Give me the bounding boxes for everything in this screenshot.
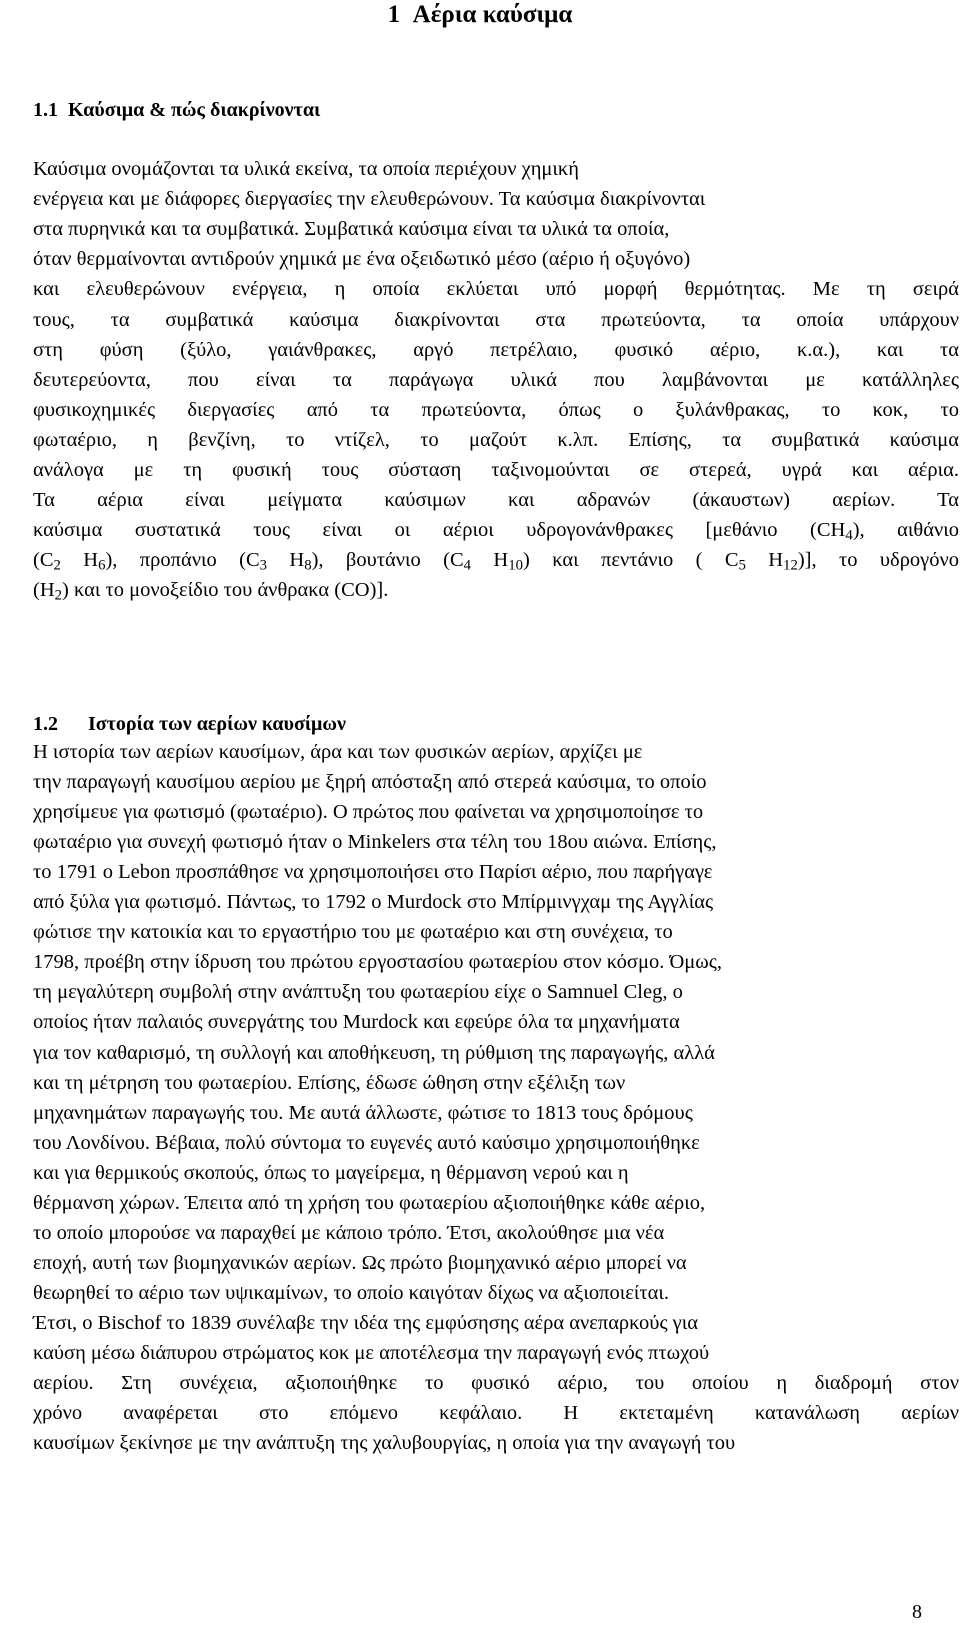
text-run: φωταέριο για συνεχή φωτισμό ήταν ο Minkelers στα τέλη του 18ου αιώνα. Επίσης, [33, 831, 717, 854]
text-line [33, 1429, 960, 1457]
text-line [33, 546, 959, 574]
text-line [33, 1399, 959, 1427]
text-line [33, 215, 960, 243]
text-run: καύση μέσω διάπυρου στρώματος κοκ με αποτέλεσμα την παραγωγή ενός πτωχού [33, 1342, 710, 1364]
page-number: 8 [912, 1601, 922, 1623]
subscript: 8 [304, 557, 312, 574]
text-line [33, 798, 960, 826]
text-run: )], το υδρογόνο [797, 549, 960, 572]
text-line [33, 516, 959, 544]
text-run: εποχή, αυτή των βιομηχανικών αερίων. Ως πρώτο βιομηχανικό αέριο μπορεί να [33, 1251, 687, 1274]
text-line [33, 1249, 960, 1277]
chapter-title [0, 0, 960, 30]
text-run: ανάλογα με τη φυσική τους σύσταση ταξινομούνται σε στερεά, υγρά και αέρια. [33, 459, 959, 481]
text-run: 1798, προέβη στην ίδρυση του πρώτου εργοστασίου φωταερίου στον κόσμο. Όμως, [33, 951, 723, 974]
text-run: Τα αέρια είναι μείγματα καύσιμων και αδρανών (άκαυστων) αερίων. Τα [33, 489, 959, 512]
subscript: 10 [508, 557, 523, 574]
text-run: την παραγωγή καυσίμου αερίου με ξηρή απόσταξη από στερεά καύσιμα, το οποίο [33, 771, 707, 794]
text-run: στα πυρηνικά και τα συμβατικά. Συμβατικά καύσιμα είναι τα υλικά τα οποία, [33, 218, 670, 241]
subscript: 4 [463, 557, 472, 574]
text-run: οποίος ήταν παλαιός συνεργάτης του Murdock και εφεύρε όλα τα μηχανήματα [33, 1011, 680, 1034]
text-line [33, 738, 960, 766]
subscript: 3 [259, 557, 268, 574]
text-run: H [267, 549, 305, 572]
text-line [33, 1129, 960, 1157]
text-run: φώτισε την κατοικία και το εργαστήριο του με φωταέριο και στη συνέχεια, το [33, 921, 673, 944]
text-line [33, 888, 960, 916]
text-run: και ελευθερώνουν ενέργεια, η οποία εκλύεται υπό μορφή θερμότητας. Με τη σειρά [33, 278, 959, 301]
text-line [33, 155, 960, 183]
text-run: για τον καθαρισμό, τη συλλογή και αποθήκευση, τη ρύθμιση της παραγωγής, αλλά [33, 1041, 715, 1064]
section-heading [33, 97, 320, 123]
text-line [33, 978, 960, 1006]
text-line [33, 1309, 960, 1337]
text-run: από ξύλα για φωτισμό. Πάντως, το 1792 ο Murdock στο Μπίρμινγχαμ της Αγγλίας [33, 891, 714, 914]
text-run: όταν θερμαίνονται αντιδρούν χημικά με ένα οξειδωτικό μέσο (αέριο ή οξυγόνο) [33, 248, 691, 271]
text-run: ), προπάνιο (C [105, 549, 260, 572]
text-line [33, 768, 960, 796]
text-run: το 1791 ο Lebon προσπάθησε να χρησιμοποιήσει στο Παρίσι αέριο, που παρήγαγε [33, 861, 713, 884]
text-line [33, 245, 960, 273]
text-run: H [471, 549, 509, 572]
text-line [33, 1279, 960, 1307]
text-line [33, 1039, 960, 1067]
text-run: ) και πεντάνιο ( C [523, 549, 739, 572]
chapter-number: 1 [387, 1, 401, 28]
text-run: το οποίο μπορούσε να παραχθεί με κάποιο τρόπο. Έτσι, ακολούθησε μια νέα [33, 1221, 665, 1244]
text-line [33, 275, 959, 303]
text-run: ενέργεια και με διάφορες διεργασίες την ελευθερώνουν. Τα καύσιμα διακρίνονται [33, 188, 706, 211]
section-heading [33, 711, 346, 737]
text-run: στη φύση (ξύλο, γαιάνθρακες, αργό πετρέλαιο, φυσικό αέριο, κ.α.), και τα [33, 338, 959, 361]
text-run: δευτερεύοντα, που είναι τα παράγωγα υλικά που λαμβάνονται με κατάλληλες [33, 368, 959, 391]
text-run: τη μεγαλύτερη συμβολή στην ανάπτυξη του φωταερίου είχε ο Samnuel Cleg, ο [33, 981, 683, 1004]
text-run: χρόνο αναφέρεται στο επόμενο κεφάλαιο. Η εκτεταμένη κατανάλωση αερίων [33, 1402, 959, 1425]
text-line [33, 918, 960, 946]
text-run: τους, τα συμβατικά καύσιμα διακρίνονται στα πρωτεύοντα, τα οποία υπάρχουν [33, 308, 959, 331]
text-line [33, 306, 959, 334]
text-line [33, 1339, 960, 1367]
text-run: και για θερμικούς σκοπούς, όπως το μαγείρεμα, η θέρμανση νερού και η [33, 1161, 629, 1184]
text-line [33, 1189, 960, 1217]
chapter-title-text: Αέρια καύσιμα [412, 1, 573, 28]
text-run: καυσίμων ξεκίνησε με την ανάπτυξη της χαλυβουργίας, η οποία για την αναγωγή του [33, 1432, 736, 1455]
text-run: φωταέριο, η βενζίνη, το ντίζελ, το μαζούτ κ.λπ. Επίσης, τα συμβατικά καύσιμα [33, 428, 959, 451]
text-run: και τη μέτρηση του φωταερίου. Επίσης, έδωσε ώθηση στην εξέλιξη των [33, 1071, 626, 1094]
text-run: (H [33, 579, 55, 602]
text-run: θέρμανση χώρων. Έπειτα από τη χρήση του φωταερίου αξιοποιήθηκε κάθε αέριο, [33, 1191, 706, 1214]
text-run: μηχανημάτων παραγωγής του. Με αυτά άλλωστε, φώτισε το 1813 τους δρόμους [33, 1101, 693, 1124]
text-line [33, 1069, 960, 1097]
text-run: αερίου. Στη συνέχεια, αξιοποιήθηκε το φυσικό αέριο, του οποίου η διαδρομή στον [33, 1372, 959, 1395]
text-run: θεωρηθεί το αέριο των υψικαμίνων, το οποίο καιγόταν δίχως να αξιοποιείται. [33, 1281, 669, 1304]
text-line [33, 366, 959, 394]
text-line [33, 858, 960, 886]
text-run: H [745, 549, 784, 572]
text-line [33, 456, 959, 484]
text-line [33, 828, 960, 856]
text-line [33, 1008, 960, 1036]
text-line [33, 1159, 960, 1187]
text-line [33, 1369, 959, 1397]
subscript: 5 [738, 557, 746, 574]
text-run: Η ιστορία των αερίων καυσίμων, άρα και των φυσικών αερίων, αρχίζει με [33, 741, 643, 763]
section-number: 1.2 [33, 713, 58, 735]
text-run: Έτσι, ο Bischof το 1839 συνέλαβε την ιδέα της εμφύσησης αέρα ανεπαρκούς για [33, 1311, 698, 1334]
text-line [33, 1219, 960, 1247]
section-title-text: Καύσιμα & πώς διακρίνονται [68, 99, 321, 121]
text-run: H [60, 549, 99, 572]
text-line [33, 396, 959, 424]
section-title-text: Ιστορία των αερίων καυσίμων [88, 713, 346, 735]
text-run: χρησίμευε για φωτισμό (φωταέριο). Ο πρώτος που φαίνεται να χρησιμοποίησε το [33, 801, 704, 824]
text-run: ), βουτάνιο (C [311, 549, 464, 572]
section-number: 1.1 [33, 99, 58, 121]
text-line [33, 1099, 960, 1127]
text-run: καύσιμα συστατικά τους είναι οι αέριοι υδρογονάνθρακες [μεθάνιο (CH [33, 519, 846, 542]
subscript: 2 [53, 557, 61, 574]
text-line [33, 185, 960, 213]
text-line [33, 486, 959, 514]
text-run: του Λονδίνου. Βέβαια, πολύ σύντομα το ευγενές αυτό καύσιμο χρησιμοποιήθηκε [33, 1131, 700, 1154]
text-line [33, 426, 959, 454]
text-line [33, 948, 960, 976]
text-run: ), αιθάνιο [852, 519, 959, 542]
subscript: 2 [54, 588, 63, 605]
text-line [33, 576, 960, 604]
text-run: Καύσιμα ονομάζονται τα υλικά εκείνα, τα οποία περιέχουν χημική [33, 158, 579, 180]
text-run: φυσικοχημικές διεργασίες από τα πρωτεύοντα, όπως ο ξυλάνθρακας, το κοκ, το [33, 398, 959, 421]
subscript: 6 [98, 557, 106, 574]
text-run: (C [33, 549, 54, 572]
subscript: 4 [845, 527, 853, 544]
text-run: ) και το μονοξείδιο του άνθρακα (CO)]. [62, 579, 389, 602]
text-line [33, 336, 959, 364]
subscript: 12 [783, 557, 798, 574]
